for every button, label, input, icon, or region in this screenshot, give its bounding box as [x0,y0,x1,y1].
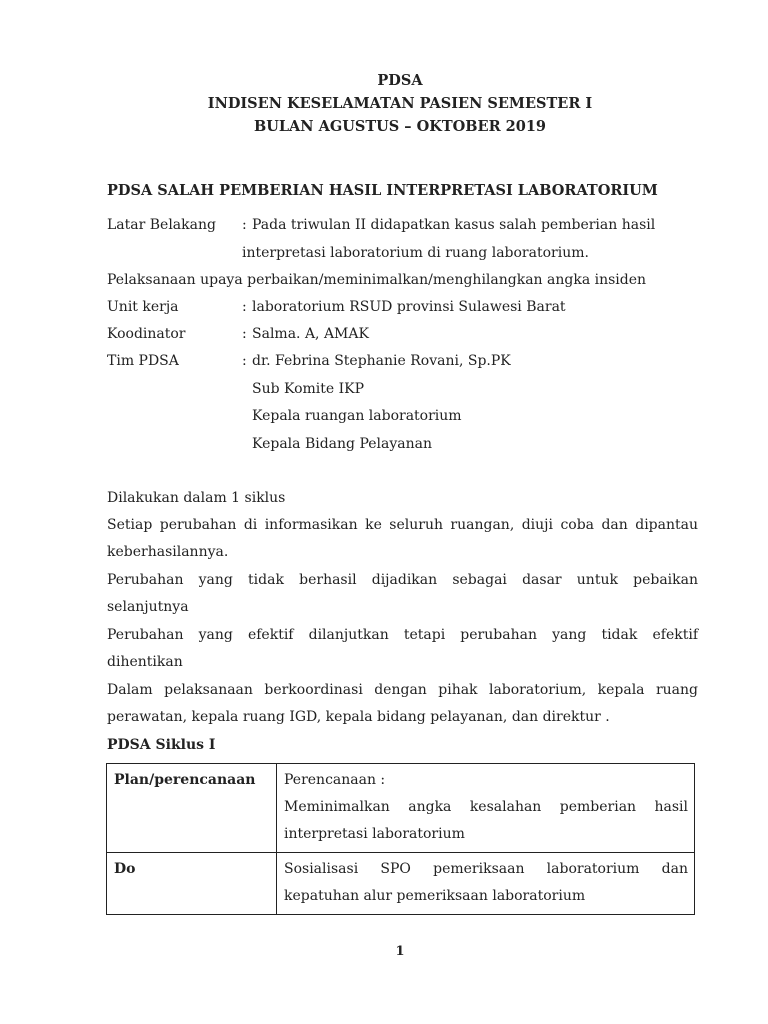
body-paragraph: Perubahan yang efektif dilanjutkan tetapi perubahan yang tidak efektif [107,627,698,643]
tim-member: dr. Febrina Stephanie Rovani, Sp.PK [252,353,511,369]
body-paragraph-cont: keberhasilannya. [107,544,229,560]
pelaksanaan-text: Pelaksanaan upaya perbaikan/meminimalkan/menghilangkan angka insiden [107,272,647,288]
table-cell-label [107,853,277,915]
do-label: Do [114,861,136,877]
tim-member: Kepala ruangan laboratorium [252,408,462,424]
tim-member: Sub Komite IKP [252,381,365,397]
do-line: kepatuhan alur pemeriksaan laboratorium [284,888,586,904]
do-line: Sosialisasi SPO pemeriksaan laboratorium dan [284,861,688,877]
tim-label: Tim PDSA [107,353,179,369]
doc-subtitle: INDISEN KESELAMATAN PASIEN SEMESTER I [207,95,593,112]
unit-label: Unit kerja [107,299,179,315]
plan-line: Meminimalkan angka kesalahan pemberian hasil [284,799,688,815]
body-paragraph: Perubahan yang tidak berhasil dijadikan sebagai dasar untuk pebaikan [107,572,698,588]
latar-value-2: interpretasi laboratorium di ruang laboratorium. [242,245,589,261]
plan-label: Plan/perencanaan [114,772,256,788]
table-row [107,764,695,853]
doc-period: BULAN AGUSTUS – OKTOBER 2019 [253,118,547,135]
table-cell-content [277,764,695,853]
unit-value: laboratorium RSUD provinsi Sulawesi Barat [252,299,566,315]
table-row [107,853,695,915]
pdsa-table [106,763,695,915]
body-paragraph-cont: perawatan, kepala ruang IGD, kepala bidang pelayanan, dan direktur . [107,709,610,725]
plan-line: interpretasi laboratorium [284,826,465,842]
doc-title: PDSA [377,72,423,89]
latar-colon: : [242,217,247,233]
koordinator-label: Koodinator [107,326,186,342]
koordinator-value: Salma. A, AMAK [252,326,369,342]
body-paragraph: Dilakukan dalam 1 siklus [107,490,286,506]
section-title: PDSA SALAH PEMBERIAN HASIL INTERPRETASI LABORATORIUM [107,182,658,199]
unit-colon: : [242,299,247,315]
body-paragraph-cont: selanjutnya [107,599,189,615]
tim-member: Kepala Bidang Pelayanan [252,436,432,452]
siklus-title: PDSA Siklus I [107,737,216,753]
body-paragraph: Setiap perubahan di informasikan ke seluruh ruangan, diuji coba dan dipantau [107,517,698,533]
table-cell-content [277,853,695,915]
plan-line: Perencanaan : [284,772,386,788]
tim-colon: : [242,353,247,369]
table-cell-label [107,764,277,853]
latar-value-1: Pada triwulan II didapatkan kasus salah pemberian hasil [252,217,656,233]
body-paragraph-cont: dihentikan [107,654,183,670]
page-number: 1 [395,944,405,959]
body-paragraph: Dalam pelaksanaan berkoordinasi dengan pihak laboratorium, kepala ruang [107,682,698,698]
latar-label: Latar Belakang [107,217,216,233]
koordinator-colon: : [242,326,247,342]
